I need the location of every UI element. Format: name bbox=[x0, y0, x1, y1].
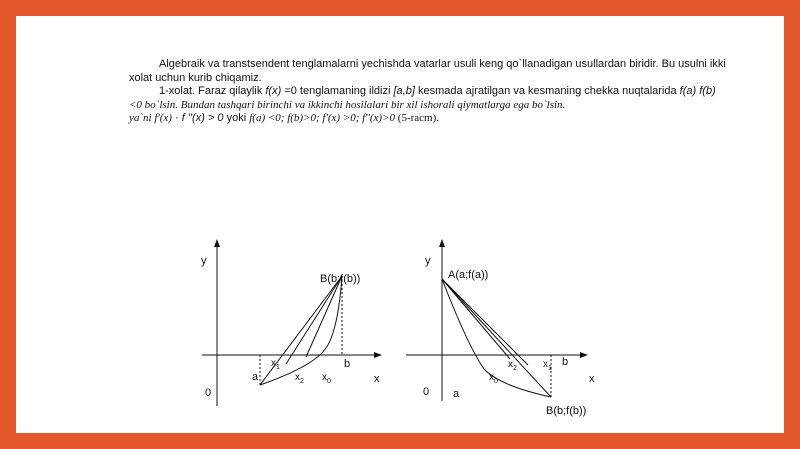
formula-derivative: ya`ni f'(x) bbox=[129, 112, 172, 124]
text-run-serif: <0 bo`lsin. Bundan tashqari birinchi va ikkinchi hosilalari bir xil ishorali qiymatlarga ega bo`lsin. bbox=[129, 98, 566, 111]
b-label: b bbox=[562, 356, 569, 368]
x-axis-label: x bbox=[374, 373, 380, 385]
x-arrow bbox=[580, 352, 588, 358]
figure-right bbox=[396, 236, 616, 426]
origin-label: 0 bbox=[423, 386, 430, 398]
x0-subscript: 0 bbox=[327, 378, 331, 385]
x0-label bbox=[489, 372, 498, 385]
x2-subscript: 2 bbox=[513, 365, 517, 372]
point-b-label: B(b;f(b)) bbox=[320, 273, 361, 285]
figure-left bbox=[186, 236, 406, 416]
formula-second-derivative: · f ''(x) > 0 bbox=[171, 112, 224, 124]
chord-x1 bbox=[442, 279, 528, 365]
x0-base: x bbox=[322, 372, 327, 383]
x2-base: x bbox=[508, 359, 513, 370]
point-b-label: B(b;f(b)) bbox=[546, 405, 587, 417]
formula-fx: f(x) bbox=[265, 85, 282, 97]
formula-fb: f(b) bbox=[699, 85, 716, 97]
text-run: 1-xolat. Faraz qilaylik bbox=[159, 85, 266, 97]
formula-fa: f(a) bbox=[679, 85, 697, 97]
chord-x1 bbox=[286, 276, 342, 364]
formula-interval: [a,b] bbox=[393, 85, 415, 97]
chord-x2 bbox=[442, 279, 510, 359]
a-label: a bbox=[453, 388, 460, 400]
a-label: a bbox=[252, 371, 259, 383]
paragraph-case-1 bbox=[129, 85, 729, 112]
origin-label: 0 bbox=[205, 387, 212, 399]
y-arrow bbox=[439, 239, 445, 247]
y-axis-label: y bbox=[425, 255, 431, 267]
figure-reference: (5-racm). bbox=[395, 112, 440, 124]
formula-conditions: f(a) <0; f(b)>0; f'(x) >0; f''(x)>0 bbox=[249, 112, 396, 124]
x0-subscript: 0 bbox=[494, 378, 498, 385]
paragraph-intro: Algebraik va transtsendent tenglamalarni yechishda vatarlar usuli keng qo`llanadigan usullardan biridir. Bu usulni ikki xolat uchun kurib chiqamiz. bbox=[129, 58, 726, 84]
x2-label bbox=[508, 359, 517, 372]
text-run: =0 tenglamaning ildizi bbox=[281, 85, 394, 97]
text-run: yoki bbox=[223, 112, 250, 124]
x2-label bbox=[295, 372, 304, 385]
b-label: b bbox=[344, 358, 351, 370]
y-axis-label: y bbox=[201, 255, 207, 267]
x1-base: x bbox=[543, 359, 548, 370]
x0-base: x bbox=[489, 372, 494, 383]
paragraph-condition bbox=[129, 112, 729, 126]
text-run: kesmada ajratilgan va kesmaning chekka nuqtalarida bbox=[414, 85, 680, 97]
x1-base: x bbox=[271, 358, 276, 369]
x2-subscript: 2 bbox=[300, 378, 304, 385]
x-arrow bbox=[374, 352, 382, 358]
point-a-label: A(a;f(a)) bbox=[448, 269, 489, 281]
x2-base: x bbox=[295, 372, 300, 383]
y-arrow bbox=[214, 239, 220, 247]
x-axis-label: x bbox=[589, 373, 595, 385]
x0-label bbox=[322, 372, 331, 385]
x1-subscript: 1 bbox=[276, 364, 280, 371]
x1-subscript: 1 bbox=[548, 365, 552, 372]
text-block bbox=[129, 58, 729, 126]
slide-page bbox=[16, 16, 784, 433]
